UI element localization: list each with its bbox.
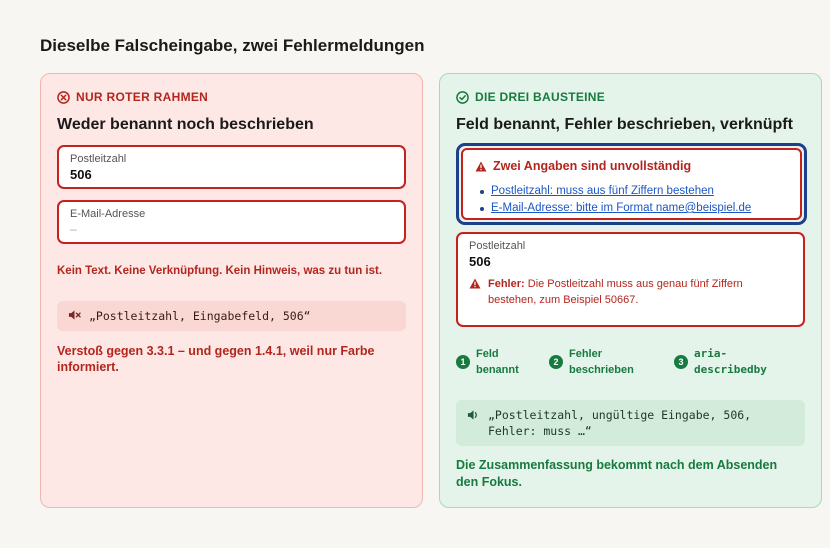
good-example-panel — [439, 73, 822, 508]
field-label: E-Mail-Adresse — [70, 208, 146, 220]
step-label-line2: benannt — [476, 364, 519, 376]
bad-kicker — [57, 90, 208, 104]
step-aria-describedby — [674, 346, 767, 378]
x-circle-icon — [57, 91, 70, 104]
bad-note: Kein Text. Keine Verknüpfung. Kein Hinweis, was zu tun ist. — [57, 265, 383, 277]
page-title: Dieselbe Falscheingabe, zwei Fehlermeldungen — [40, 36, 425, 55]
good-kicker-label: DIE DREI BAUSTEINE — [475, 90, 606, 104]
step-label-line1: aria- — [694, 347, 728, 360]
bad-email-field[interactable] — [57, 200, 406, 244]
bad-verdict: Verstoß gegen 3.3.1 – und gegen 1.4.1, weil nur Farbe informiert. — [57, 344, 375, 374]
error-summary-list — [491, 183, 751, 217]
good-kicker — [456, 90, 605, 104]
bad-postal-code-field[interactable] — [57, 145, 406, 189]
building-blocks — [456, 346, 805, 386]
screenreader-output-bad — [57, 301, 406, 331]
field-value: 506 — [469, 254, 491, 269]
step-number: 2 — [549, 355, 563, 369]
step-number: 1 — [456, 355, 470, 369]
error-summary[interactable] — [456, 143, 807, 225]
good-verdict: Die Zusammenfassung bekommt nach dem Absenden den Fokus. — [456, 458, 778, 489]
bad-example-panel — [40, 73, 423, 508]
step-label-line1: Fehler — [569, 348, 603, 360]
field-label: Postleitzahl — [469, 240, 526, 252]
step-label-line2: describedby — [694, 363, 767, 376]
error-summary-item — [491, 200, 751, 217]
error-text: Die Postleitzahl muss aus genau fünf Ziffern bestehen, zum Beispiel 50667. — [488, 278, 743, 306]
field-value: 506 — [70, 167, 92, 182]
bad-heading: Weder benannt noch beschrieben — [57, 116, 314, 133]
field-placeholder: – — [70, 222, 77, 236]
screenreader-text: „Postleitzahl, ungültige Eingabe, 506, Fehler: muss …“ — [488, 408, 752, 438]
error-link-postal-code[interactable]: Postleitzahl: muss aus fünf Ziffern bestehen — [491, 185, 714, 197]
good-heading: Feld benannt, Fehler beschrieben, verknüpft — [456, 116, 793, 133]
error-prefix: Fehler: — [488, 278, 525, 290]
error-summary-title — [475, 159, 691, 173]
screenreader-output-good — [456, 400, 805, 446]
check-circle-icon — [456, 91, 469, 104]
bad-kicker-label: NUR ROTER RAHMEN — [76, 90, 209, 104]
error-link-email[interactable]: E-Mail-Adresse: bitte im Format name@beispiel.de — [491, 202, 752, 214]
step-number: 3 — [674, 355, 688, 369]
step-label-line2: beschrieben — [569, 364, 634, 376]
speaker-icon — [467, 407, 480, 425]
error-summary-heading: Zwei Angaben sind unvollständig — [493, 159, 692, 173]
speaker-muted-icon — [68, 309, 81, 324]
good-postal-code-field[interactable] — [456, 232, 805, 327]
step-field-named — [456, 346, 519, 378]
error-summary-item — [491, 183, 751, 200]
step-error-described — [549, 346, 634, 378]
step-label-line1: Feld — [476, 348, 499, 360]
screenreader-text: „Postleitzahl, Eingabefeld, 506“ — [89, 309, 311, 323]
warning-icon — [475, 161, 487, 172]
field-error-message — [469, 276, 789, 308]
field-label: Postleitzahl — [70, 153, 127, 165]
warning-icon — [469, 278, 481, 289]
